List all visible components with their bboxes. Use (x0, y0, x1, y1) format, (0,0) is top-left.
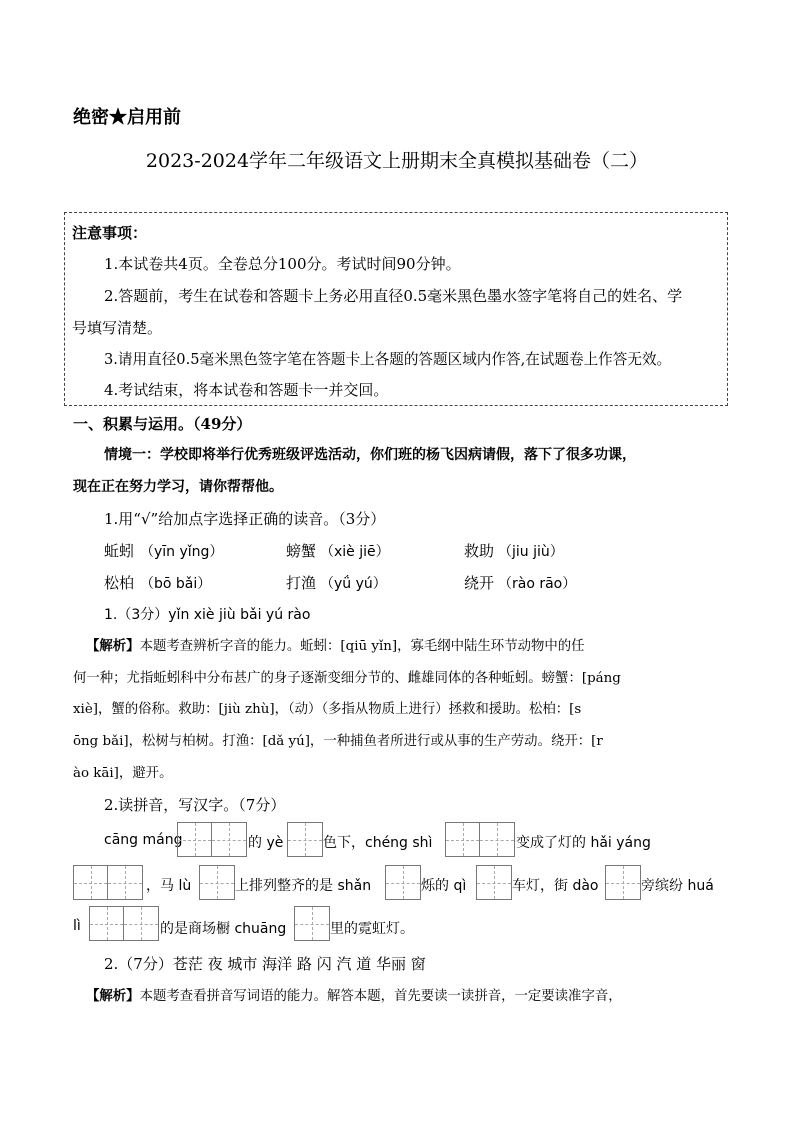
option-choices[interactable]: （rào rāo） (498, 576, 577, 592)
writing-grid[interactable] (385, 865, 421, 900)
writing-grid[interactable] (287, 822, 323, 857)
writing-grid[interactable] (476, 865, 512, 900)
pinyin-text: ，马 lù (146, 878, 192, 894)
question-1-answer: 1.（3分）yǐn xiè jiù bǎi yú rào (104, 607, 311, 623)
writing-grid[interactable] (605, 865, 641, 900)
analysis-text: 本题考查看拼音写词语的能力。解答本题，首先要读一读拼音，一定要读准字音， (139, 989, 622, 1004)
notice-item-2: 2.答题前，考生在试卷和答题卡上务必用直径0.5毫米黑色墨水签字笔将自己的姓名、学 (104, 287, 683, 305)
writing-grid[interactable] (445, 822, 515, 857)
pinyin-text: 上排列整齐的是 shǎn (235, 878, 372, 894)
analysis-text: 本题考查辨析字音的能力。蚯蚓：[qiū yǐn]，寡毛纲中陆生环节动物中的任 (139, 639, 585, 654)
pinyin-text: 的是商场橱 chuāng (160, 921, 287, 937)
notice-item-4: 4.考试结束，将本试卷和答题卡一并交回。 (104, 381, 389, 399)
option-choices[interactable]: （yǘ yú） (320, 576, 387, 592)
option-choices[interactable]: （jiu jiù） (498, 544, 564, 560)
writing-grid[interactable] (177, 822, 247, 857)
section-heading: 一、积累与运用。（49分） (73, 415, 252, 433)
analysis-text: ào kāi]，避开。 (73, 766, 173, 781)
question-2-answer: 2.（7分）苍茫 夜 城市 海洋 路 闪 汽 道 华丽 窗 (104, 955, 426, 973)
option-word: 打渔 (286, 574, 317, 592)
writing-grid[interactable] (294, 906, 330, 941)
analysis-text: xiè]，蟹的俗称。救助：[jiù zhù]，（动）（多指从物质上进行）拯救和援助。松柏：[s (73, 702, 582, 717)
pinyin-text: 色下，chéng shì (323, 835, 433, 851)
writing-grid[interactable] (73, 865, 143, 900)
secret-label: 绝密★启用前 (73, 107, 181, 128)
notice-item-2-cont: 号填写清楚。 (72, 319, 163, 337)
option-word: 螃蟹 (286, 542, 317, 560)
option-choices[interactable]: （xiè jiē） (320, 544, 390, 560)
notice-heading: 注意事项： (72, 224, 148, 242)
analysis-label: 【解析】 (86, 988, 140, 1004)
option-word: 蚯蚓 (104, 542, 135, 560)
pinyin-text: 变成了灯的 hǎi yáng (516, 835, 651, 851)
question-2-prompt: 2.读拼音，写汉字。（7分） (104, 796, 286, 814)
pinyin-text: 的 yè (248, 835, 284, 851)
option-word: 绕开 (464, 574, 495, 592)
notice-item-1: 1.本试卷共4页。全卷总分100分。考试时间90分钟。 (104, 255, 461, 273)
exam-title: 2023-2024学年二年级语文上册期末全真模拟基础卷（二） (145, 150, 649, 172)
option-word: 松柏 (104, 574, 135, 592)
option-choices[interactable]: （bō bǎi） (140, 576, 212, 592)
analysis-text: 何一种；尤指蚯蚓科中分布甚广的身子逐渐变细分节的、雌雄同体的各种蚯蚓。螃蟹：[páng (73, 671, 621, 686)
option-word: 救助 (464, 542, 495, 560)
notice-box (64, 212, 728, 406)
pinyin-text: 旁缤纷 huá (641, 878, 714, 894)
writing-grid[interactable] (89, 906, 159, 941)
pinyin-text: cāng máng (104, 832, 183, 848)
scenario-line-1: 情境一：学校即将举行优秀班级评选活动，你们班的杨飞因病请假，落下了很多功课， (104, 447, 636, 463)
pinyin-text: lì (73, 918, 81, 934)
pinyin-text: 里的霓虹灯。 (330, 921, 414, 937)
analysis-label: 【解析】 (86, 638, 140, 654)
scenario-line-2: 现在正在努力学习，请你帮帮他。 (73, 479, 283, 495)
notice-item-3: 3.请用直径0.5毫米黑色签字笔在答题卡上各题的答题区域内作答,在试题卷上作答无效。 (104, 351, 672, 368)
pinyin-text: 车灯，街 dào (512, 878, 599, 894)
question-1-prompt: 1.用“√”给加点字选择正确的读音。（3分） (104, 510, 386, 528)
analysis-text: ōng bǎi]，松树与柏树。打渔：[dǎ yú]，一种捕鱼者所进行或从事的生产劳动。绕开：[r (73, 734, 603, 749)
option-choices[interactable]: （yīn yǐng） (140, 544, 224, 560)
writing-grid[interactable] (199, 865, 235, 900)
pinyin-text: 烁的 qì (421, 878, 467, 894)
